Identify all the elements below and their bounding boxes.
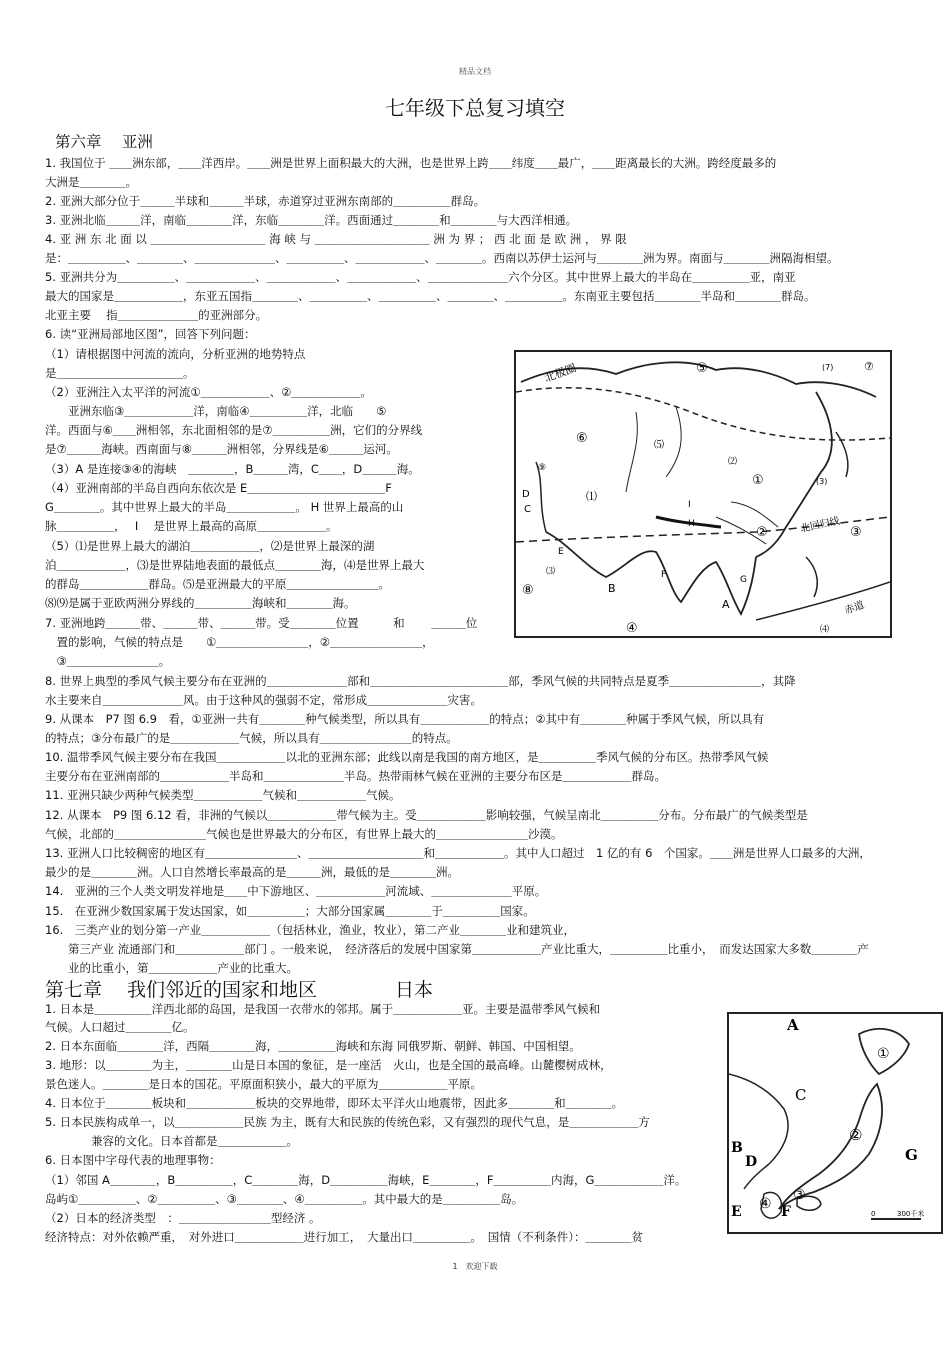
text-line: 7. 亚洲地跨＿＿＿带、＿＿＿带、＿＿＿带。受＿＿＿＿位置 和 ＿＿＿位 xyxy=(45,616,478,630)
map-label: H xyxy=(688,519,695,529)
asia-map-drawing xyxy=(516,352,890,636)
text-line: 4. 亚 洲 东 北 面 以 ＿＿＿＿＿＿＿＿＿＿ 海 峡 与 ＿＿＿＿＿＿＿＿＿＿ 洲 为 界 ； 西 北 面 是 欧 洲 ， 界 限 xyxy=(45,232,627,246)
text-line: G＿＿＿＿。其中世界上最大的半岛＿＿＿＿＿＿。 H 世界上最高的山 xyxy=(45,500,404,514)
page-title: 七年级下总复习填空 xyxy=(385,96,565,120)
text-line: 16. 三类产业的划分第一产业＿＿＿＿＿＿（包括林业，渔业，牧业），第二产业＿＿＿＿业和建筑业， xyxy=(45,923,576,937)
map-label: A xyxy=(722,598,730,611)
map-label: ⑥ xyxy=(576,431,588,446)
text-line: 1. 日本是＿＿＿＿＿洋西北部的岛国，是我国一衣带水的邻邦。属于＿＿＿＿＿＿亚。主要是温带季风气候和 xyxy=(45,1002,601,1016)
map-label: 北回归线 xyxy=(799,515,841,535)
text-line: 5. 日本民族构成单一，以＿＿＿＿＿＿民族 为主，既有大和民族的传统色彩，又有强烈的现代气息，是＿＿＿＿＿＿方 xyxy=(45,1115,650,1129)
map-label: ⑷ xyxy=(820,625,830,635)
map-label: ① xyxy=(877,1046,890,1062)
map-label: D xyxy=(522,489,530,500)
text-line: 15. 在亚洲少数国家属于发达国家，如＿＿＿＿＿；大部分国家属＿＿＿＿于＿＿＿＿＿国家。 xyxy=(45,904,535,918)
map-label: ③ xyxy=(793,1187,806,1203)
text-line: （1）邻国 A＿＿＿＿，B＿＿＿＿＿，C＿＿＿＿海，D＿＿＿＿＿海峡，E＿＿＿＿，F＿＿＿＿＿内海，G＿＿＿＿＿＿洋。 xyxy=(45,1173,687,1187)
text-line: 6. 日本图中字母代表的地理事物： xyxy=(45,1153,221,1167)
map-label: ③ xyxy=(850,525,862,540)
mainland-coast xyxy=(729,1074,788,1189)
river-line xyxy=(626,412,637,492)
map-label: ⑸ xyxy=(654,440,664,451)
map-label: ⑨ xyxy=(538,463,547,473)
text-line: 的群岛＿＿＿＿＿＿群岛。⑸是亚洲最大的平原＿＿＿＿＿＿＿＿。 xyxy=(45,577,390,591)
chapter-6-heading: 第六章 亚洲 xyxy=(55,133,153,151)
map-label: E xyxy=(731,1204,742,1220)
text-line: 亚洲东临③＿＿＿＿＿＿洋，南临④＿＿＿＿＿洋，北临 ⑤ xyxy=(45,404,387,418)
map-label: G xyxy=(740,575,747,585)
text-line: 8. 世界上典型的季风气候主要分布在亚洲的＿＿＿＿＿＿＿部和＿＿＿＿＿＿＿＿＿＿＿＿部，季风气候的共同特点是夏季＿＿＿＿＿＿＿＿，其降 xyxy=(45,674,796,688)
text-line: 兼容的文化。日本首都是＿＿＿＿＿＿。 xyxy=(45,1134,298,1148)
map-label: I xyxy=(688,500,691,510)
text-line: （2）日本的经济类型 ：＿＿＿＿＿＿＿＿型经济 。 xyxy=(45,1211,321,1225)
map-label: (7) xyxy=(822,363,834,372)
japan-map xyxy=(727,1012,943,1234)
map-label: ④ xyxy=(759,1196,772,1212)
text-line: 岛屿①＿＿＿＿＿、②＿＿＿＿＿、③＿＿＿＿、④＿＿＿＿＿。其中最大的是＿＿＿＿＿岛。 xyxy=(45,1192,524,1206)
map-label: 北极圈 xyxy=(542,361,579,385)
map-label: D xyxy=(745,1154,758,1170)
map-label: ⑦ xyxy=(864,360,874,373)
text-line: （1）请根据图中河流的流向，分析亚洲的地势特点 xyxy=(45,347,306,361)
text-line: 2. 亚洲大部分位于＿＿＿半球和＿＿＿半球，赤道穿过亚洲东南部的＿＿＿＿＿群岛。 xyxy=(45,194,486,208)
text-line: 是：＿＿＿＿＿、＿＿＿＿、＿＿＿＿＿＿＿、＿＿＿＿＿、＿＿＿＿＿＿、＿＿＿＿。西南以苏伊士运河与＿＿＿＿洲为界。南面与＿＿＿＿洲隔海相望。 xyxy=(45,251,839,265)
text-line: 的特点；③分布最广的是＿＿＿＿＿＿气候，所以具有＿＿＿＿＿＿＿＿的特点。 xyxy=(45,731,458,745)
river-line xyxy=(731,502,778,527)
chapter-7-subheading: 日本 xyxy=(395,979,434,1001)
text-line: 第三产业 流通部门和＿＿＿＿＿＿部门 。一般来说， 经济落后的发展中国家第＿＿＿＿＿＿产业比重大，＿＿＿＿＿比重小， 而发达国家大多数＿＿＿＿产 xyxy=(45,942,869,956)
map-label: B xyxy=(731,1140,743,1156)
map-label: F xyxy=(781,1204,791,1220)
map-label: C xyxy=(795,1086,807,1104)
text-line: 北亚主要 指＿＿＿＿＿＿＿的亚洲部分。 xyxy=(45,308,268,322)
text-line: 13. 亚洲人口比较稠密的地区有＿＿＿＿＿＿＿＿、＿＿＿＿＿＿＿＿＿＿和＿＿＿＿＿＿。其中人口超过 1 亿的有 6 个国家。＿＿洲是世界人口最多的大洲， xyxy=(45,846,871,860)
equator-line xyxy=(756,582,890,620)
text-line: 泊＿＿＿＿＿＿，⑶是世界陆地表面的最低点＿＿＿＿海，⑷是世界上最大 xyxy=(45,558,425,572)
map-label: F xyxy=(661,570,667,580)
river-line xyxy=(666,407,681,477)
chapter-7-heading: 第七章 我们邻近的国家和地区 xyxy=(45,979,318,1001)
text-line: 是＿＿＿＿＿＿＿＿＿＿＿。 xyxy=(45,366,195,380)
text-line: （2）亚洲注入太平洋的河流①＿＿＿＿＿＿、②＿＿＿＿＿＿。 xyxy=(45,385,372,399)
text-line: 气候，北部的＿＿＿＿＿＿＿＿气候也是世界最大的分布区，有世界上最大的＿＿＿＿＿＿＿＿沙漠。 xyxy=(45,827,563,841)
text-line: 11. 亚洲只缺少两种气候类型＿＿＿＿＿＿气候和＿＿＿＿＿＿气候。 xyxy=(45,788,401,802)
text-line: 业的比重小，第＿＿＿＿＿＿产业的比重大。 xyxy=(45,961,298,975)
map-label: ① xyxy=(752,473,764,488)
text-line: 9. 从课本 P7 图 6.9 看，①亚洲一共有＿＿＿＿种气候类型，所以具有＿＿＿＿＿＿的特点；②其中有＿＿＿＿种属于季风气候，所以具有 xyxy=(45,712,765,726)
map-label: ④ xyxy=(626,621,638,636)
japan-map-drawing xyxy=(729,1014,941,1232)
text-line: 是⑦＿＿＿海峡。西南面与⑧＿＿＿洲相邻，分界线是⑥＿＿＿运河。 xyxy=(45,442,398,456)
scale-label: 300千米 xyxy=(897,1210,925,1218)
text-line: 最大的国家是＿＿＿＿＿＿，东亚五国指＿＿＿＿、＿＿＿＿＿、＿＿＿＿＿、＿＿＿＿、＿＿＿＿＿。东南亚主要包括＿＿＿＿半岛和＿＿＿＿群岛。 xyxy=(45,289,816,303)
arctic-circle-line xyxy=(516,388,890,440)
map-label: ⑶ xyxy=(546,567,556,577)
text-line: 2. 日本东面临＿＿＿＿洋，西隔＿＿＿＿海，＿＿＿＿＿海峡和东海 同俄罗斯、朝鲜、韩国、中国相望。 xyxy=(45,1039,581,1053)
text-line: 气候。人口超过＿＿＿＿亿。 xyxy=(45,1020,195,1034)
text-line: 脉＿＿＿＿＿， I 是世界上最高的高原＿＿＿＿＿＿。 xyxy=(45,519,338,533)
text-line: 5. 亚洲共分为＿＿＿＿＿、＿＿＿＿＿＿、＿＿＿＿＿＿、＿＿＿＿＿＿、＿＿＿＿＿＿＿六个分区。其中世界上最大的半岛在＿＿＿＿＿亚，南亚 xyxy=(45,270,796,284)
text-line: （5）⑴是世界上最大的湖泊＿＿＿＿＿＿，⑵是世界上最深的湖 xyxy=(45,539,375,553)
text-line: 主要分布在亚洲南部的＿＿＿＿＿＿半岛和＿＿＿＿＿＿＿半岛。热带雨林气候在亚洲的主要分布区是＿＿＿＿＿＿群岛。 xyxy=(45,769,666,783)
text-line: ⑻⑼是属于亚欧两洲分界线的＿＿＿＿＿海峡和＿＿＿＿海。 xyxy=(45,596,356,610)
text-line: 1. 我国位于 ＿＿洲东部，＿＿洋西岸。＿＿洲是世界上面积最大的大洲，也是世界上跨＿＿纬度＿＿最广，＿＿距离最长的大洲。跨经度最多的 xyxy=(45,156,777,170)
island-outline xyxy=(806,557,817,597)
map-label: A xyxy=(787,1016,799,1034)
text-line: 水主要来自＿＿＿＿＿＿＿风。由于这种风的强弱不定，常形成＿＿＿＿＿＿＿灾害。 xyxy=(45,693,482,707)
map-label: ⑤ xyxy=(696,361,708,376)
text-line: （4）亚洲南部的半岛自西向东依次是 E＿＿＿＿＿＿＿＿＿＿＿＿F xyxy=(45,481,392,495)
page-header-note: 精品文档 xyxy=(459,67,491,76)
text-line: 4. 日本位于＿＿＿＿板块和＿＿＿＿＿＿板块的交界地带，即环太平洋火山地震带，因此多＿＿＿＿和＿＿＿＿。 xyxy=(45,1096,624,1110)
map-label: 赤道 xyxy=(843,599,866,617)
map-label: C xyxy=(524,504,531,515)
text-line: 置的影响，气候的特点是 ①＿＿＿＿＿＿＿＿，②＿＿＿＿＿＿＿＿， xyxy=(45,635,434,649)
text-line: 6. 读“亚洲局部地区图”，回答下列问题： xyxy=(45,327,256,341)
text-line: ③＿＿＿＿＿＿＿＿。 xyxy=(45,654,171,668)
map-label: ⑵ xyxy=(728,457,738,467)
text-line: 洋。西面与⑥＿＿洲相邻，东北面相邻的是⑦＿＿＿＿＿洲，它们的分界线 xyxy=(45,423,423,437)
text-line: （3）A 是连接③④的海峡 ＿＿＿＿，B＿＿＿湾，C＿＿，D＿＿＿海。 xyxy=(45,462,420,476)
text-line: 经济特点：对外依赖严重， 对外进口＿＿＿＿＿＿进行加工， 大量出口＿＿＿＿＿。 国情（不利条件）：＿＿＿＿贫 xyxy=(45,1230,643,1244)
map-label: E xyxy=(558,547,564,557)
text-line: 大洲是＿＿＿＿。 xyxy=(45,175,137,189)
text-line: 10. 温带季风气候主要分布在我国＿＿＿＿＿＿以北的亚洲东部；此线以南是我国的南方地区，是＿＿＿＿＿季风气候的分布区。热带季风气候 xyxy=(45,750,769,764)
map-label: B xyxy=(608,582,616,595)
text-line: 3. 亚洲北临＿＿＿洋，南临＿＿＿＿洋，东临＿＿＿＿洋。西面通过＿＿＿＿和＿＿＿＿与大西洋相通。 xyxy=(45,213,578,227)
map-label: ⑴ xyxy=(586,490,597,503)
text-line: 12. 从课本 P9 图 6.12 看，非洲的气候以＿＿＿＿＿＿带气候为主。受＿＿＿＿＿＿影响较强，气候呈南北＿＿＿＿＿分布。分布最广的气候类型是 xyxy=(45,808,808,822)
map-label: G xyxy=(905,1146,918,1164)
text-line: 14. 亚洲的三个人类文明发祥地是＿＿中下游地区、＿＿＿＿＿＿河流域、＿＿＿＿＿＿＿平原。 xyxy=(45,884,547,898)
text-line: 景色迷人。＿＿＿＿是日本的国花。平原面积狭小，最大的平原为＿＿＿＿＿＿平原。 xyxy=(45,1077,482,1091)
map-label: (3) xyxy=(816,477,828,486)
page-footer: 1 欢迎下载 xyxy=(452,1262,498,1271)
island-outline xyxy=(836,432,848,477)
map-label: ② xyxy=(849,1126,863,1144)
asia-regional-map xyxy=(514,350,892,638)
map-label: ② xyxy=(756,525,768,540)
text-line: 最少的是＿＿＿＿洲。人口自然增长率最高的是＿＿＿洲，最低的是＿＿＿＿洲。 xyxy=(45,865,459,879)
map-label: ⑧ xyxy=(522,583,534,598)
text-line: 3. 地形：以＿＿＿＿为主，＿＿＿＿山是日本国的象征，是一座活 火山，也是全国的最高峰。山麓樱树成林， xyxy=(45,1058,612,1072)
scale-label: 0 xyxy=(871,1210,876,1218)
